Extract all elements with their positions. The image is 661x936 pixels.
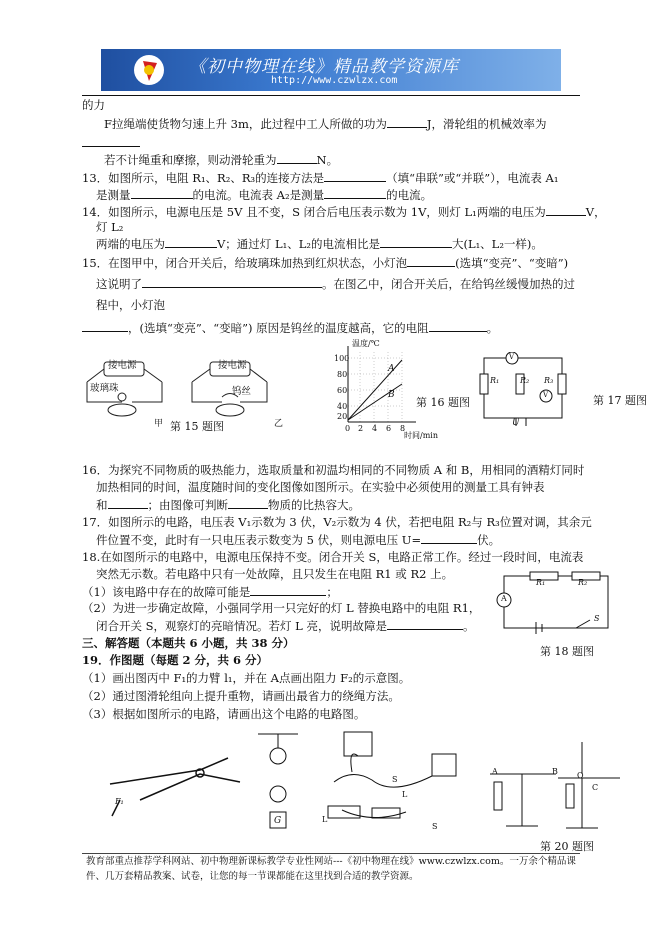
l2-label: L xyxy=(402,790,408,799)
figure-18-caption: 第 18 题图 xyxy=(540,645,594,658)
text-line: F拉绳端使货物匀速上升 3m，此过程中工人所做的功为 J，滑轮组的机械效率为 xyxy=(104,117,547,131)
lever-c-label: C xyxy=(592,783,599,792)
fig18-ammeter-label: A xyxy=(501,594,507,603)
switch-2-label: S xyxy=(432,822,438,831)
lever-b-label: B xyxy=(552,767,558,776)
fig18-r1-label: R₁ xyxy=(536,578,546,587)
text-line xyxy=(82,135,140,150)
question-18-part2-cont: 闭合开关 S，观察灯的亮暗情况。若灯 L 亮，说明故障是 。 xyxy=(96,619,475,633)
graph-label-b: B xyxy=(388,390,395,400)
circuit-photo-figure xyxy=(312,728,462,832)
question-19-part1: （1）画出图丙中 F₁的力臂 l₁，并在 A点画出阻力 F₂的示意图。 xyxy=(82,671,411,685)
power-label-2: 接电源 xyxy=(218,360,247,371)
r3-label: R₃ xyxy=(544,376,554,385)
text-line: 的力 xyxy=(82,98,105,112)
question-16-cont2: 和 ；由图像可判断 物质的比热容大。 xyxy=(96,498,360,512)
power-label-1: 接电源 xyxy=(108,360,137,371)
yi-label: 乙 xyxy=(274,419,284,429)
text-line: 若不计绳重和摩擦，则动滑轮重为 N。 xyxy=(104,153,339,167)
question-13: 13．如图所示，电阻 R₁、R₂、R₃的连接方法是 （填“串联”或“并联”），电流表 A₁ xyxy=(82,171,559,185)
tick-40: 40 xyxy=(337,402,348,411)
question-19: 19．作图题（每题 2 分，共 6 分） xyxy=(82,653,269,667)
footer-line-2: 件、几万套精品教案、试卷，让您的每一节课都能在这里找到合适的教学资源。 xyxy=(86,871,419,882)
logo-icon xyxy=(131,53,167,87)
tick-20: 20 xyxy=(337,412,348,421)
tick-x6: 6 xyxy=(386,424,392,433)
tick-80: 80 xyxy=(337,370,348,379)
figure-18-circuit xyxy=(492,566,612,636)
question-17: 17．如图所示的电路，电压表 V₁示数为 3 伏，V₂示数为 4 伏，若把电阻 R₂与 R₃位置对调，其余元 xyxy=(82,515,592,529)
section-3-title: 三、解答题（本题共 6 小题，共 38 分） xyxy=(82,636,295,650)
question-16: 16．为探究不同物质的吸热能力，选取质量和初温均相同的不同物质 A 和 B，用相同的酒精灯同时 xyxy=(82,463,585,477)
figure-15-caption: 第 15 题图 xyxy=(170,420,224,433)
pliers-figure xyxy=(100,738,252,838)
time-axis-label: 时间/min xyxy=(404,431,438,440)
question-15-cont3: ，(选填“变亮”、“变暗”) 原因是钨丝的温度越高，它的电阻 。 xyxy=(82,320,498,335)
figure-17-caption: 第 17 题图 xyxy=(593,394,647,407)
question-14-cont: 灯 L₂ xyxy=(96,220,124,234)
temp-axis-label: 温度/℃ xyxy=(352,339,380,348)
tungsten-label: 钨丝 xyxy=(232,386,252,397)
fig18-switch-label: S xyxy=(594,614,600,623)
tick-x4: 4 xyxy=(372,424,378,433)
r1-label: R₁ xyxy=(490,376,500,385)
question-14: 14．如图所示，电源电压是 5V 且不变，S 闭合后电压表示数为 1V，则灯 L₁两端的电压为 V， xyxy=(82,205,606,219)
switch-1-label: S xyxy=(392,775,398,784)
r2-label: R₂ xyxy=(520,376,530,385)
header-banner xyxy=(101,49,561,91)
f1-label: F₁ xyxy=(115,797,124,806)
fig18-r2-label: R₂ xyxy=(578,578,588,587)
header-url: http://www.czwlzx.com xyxy=(271,75,398,86)
tick-60: 60 xyxy=(337,386,348,395)
figure-16-caption: 第 16 题图 xyxy=(416,396,470,409)
lever-a-label: A xyxy=(492,767,498,776)
question-16-cont: 加热相同的时间，温度随时间的变化图像如图所示。在实验中必须使用的测量工具有钟表 xyxy=(96,480,545,494)
v1-label: V xyxy=(509,353,515,361)
l1-label: L xyxy=(322,815,328,824)
tick-100: 100 xyxy=(334,354,350,363)
g-label: G xyxy=(274,816,282,826)
tick-x8: 8 xyxy=(400,424,406,433)
u-label: U xyxy=(512,418,520,428)
glass-label: 玻璃珠 xyxy=(90,383,119,394)
question-19-part3: （3）根据如图所示的电路，请画出这个电路的电路图。 xyxy=(82,707,366,721)
footer-rule xyxy=(82,853,580,854)
figure-20-caption: 第 20 题图 xyxy=(540,840,594,853)
tick-x2: 2 xyxy=(358,424,364,433)
footer-line-1: 教育部重点推荐学科网站、初中物理新课标教学专业性网站---《初中物理在线》www.czwlzx.com。一万余个精品课 xyxy=(86,856,576,867)
header-rule xyxy=(82,95,580,96)
figure-17-circuit xyxy=(476,352,588,430)
question-17-cont: 件位置不变，此时有一只电压表示数变为 5 伏，则电源电压 U= 伏。 xyxy=(96,533,501,547)
question-13-cont: 是测量 的电流。电流表 A₂是测量 的电流。 xyxy=(96,188,433,202)
question-19-part2: （2）通过图滑轮组向上提升重物，请画出最省力的绕绳方法。 xyxy=(82,689,400,703)
lever-o-label: O xyxy=(577,771,584,780)
question-14-cont2: 两端的电压为 V；通过灯 L₁、L₂的电流相比是 大(L₁、L₂一样)。 xyxy=(96,237,543,251)
v2-label: V xyxy=(543,391,549,399)
lever-figure xyxy=(486,730,622,840)
question-15: 15．在图甲中，闭合开关后，给玻璃珠加热到红炽状态，小灯泡 (选填“变亮”、“变暗”) xyxy=(82,256,569,270)
question-18-part2: （2）为进一步确定故障，小强同学用一只完好的灯 L 替换电路中的电阻 R1， xyxy=(82,601,481,615)
graph-label-a: A xyxy=(388,364,395,374)
jia-label: 甲 xyxy=(154,419,164,429)
question-18-part1: （1）该电路中存在的故障可能是 ； xyxy=(82,585,338,599)
question-15-cont: 这说明了 。在图乙中，闭合开关后，在给钨丝缓慢加热的过 xyxy=(96,277,575,291)
tick-x0: 0 xyxy=(345,424,351,433)
question-18: 18.在如图所示的电路中，电源电压保持不变。闭合开关 S，电路正常工作。经过一段时间，电流表 xyxy=(82,550,584,564)
header-title: 《初中物理在线》精品教学资源库 xyxy=(189,57,459,77)
question-18-cont: 突然无示数。若电路中只有一处故障，且只发生在电阻 R1 或 R2 上。 xyxy=(96,567,454,581)
question-15-cont2: 程中，小灯泡 xyxy=(96,298,165,312)
